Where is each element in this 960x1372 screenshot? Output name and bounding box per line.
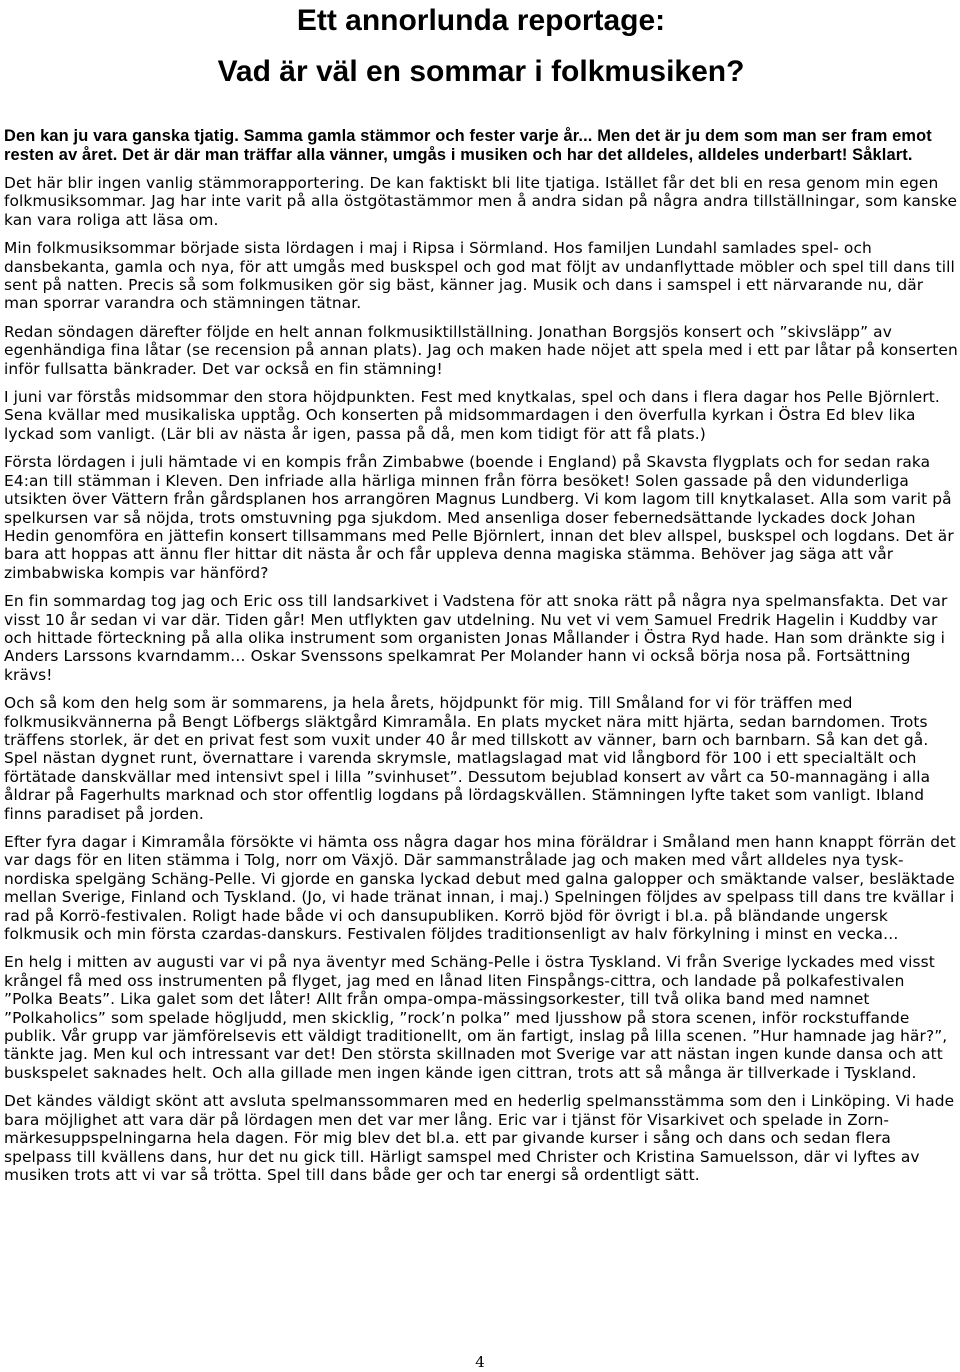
paragraph-9: En helg i mitten av augusti var vi på nya äventyr med Schäng-Pelle i östra Tyskland. Vi från Sverige lyckades med visst krångel få med oss instrumenten på flyget, jag med en lånad liten Finspångs-cittra, och landade på polkafestivalen ”Polka Beats”. Lika galet som det låter! Allt från ompa-ompa-mässingsorkester, till två olika band med namnet ”Polkaholics” som spelade högljudd, men skicklig, ”rock’n polka” med ljusshow på stora scenen, inför rockstuffande publik. Vår grupp var jämförelsevis ett väldigt traditionellt, om än fartigt, inslag på lilla scenen. ”Hur hamnade jag här?”, tänkte jag. Men kul och intressant var det! Den största skillnaden mot Sverige var att nästan ingen kunde dansa och att buskspelet saknades helt. Och alla gillade men ingen kände igen cittran, trots att så många är tillverkade i Tyskland.	[4, 953, 948, 1082]
article-title	[4, 0, 958, 93]
paragraph-5: Första lördagen i juli hämtade vi en kompis från Zimbabwe (boende i England) på Skavsta flygplats och for sedan raka E4:an till stämman i Kleven. Den infriade alla härliga minnen från förra besöket! Solen gassade på den vidunderliga utsikten över Vättern från gårdsplanen hos arrangören Magnus Lundberg. Vi kom lagom till knytkalaset. Alla som varit på spelkursen var så nöjda, trots omstuvning pga sjukdom. Med ansenliga doser febernedsättande lyckades dock Johan Hedin genomföra en jättefin konsert tillsammans med Pelle Björnlert, innan det blev allspel, buskspel och logdans. Det är bara att hoppas att ännu fler hittar dit nästa år och får uppleva denna magiska stämma. Behöver jag säga att vår zimbabwiska kompis var hänförd?	[4, 453, 954, 582]
paragraph-8: Efter fyra dagar i Kimramåla försökte vi hämta oss några dagar hos mina föräldrar i Småland men hann knappt förrän det var dags för en liten stämma i Tolg, norr om Växjö. Där sammanstrålade jag och maken med vårt alldeles nya tysk-nordiska spelgäng Schäng-Pelle. Vi gjorde en ganska lyckad debut med galna galopper och smäktande valser, besläktade mellan Sverige, Finland och Tyskland. (Jo, vi hade tränat innan, i maj.) Spelningen följdes av spelpass till dans tre kvällar i rad på Korrö-festivalen. Roligt hade både vi och dansupubliken. Korrö bjöd för övrigt i bl.a. på bländande ungersk folkmusik och min första czardas-danskurs. Festivalen följdes traditionsenligt av halv förkylning i minst en vecka…	[4, 833, 956, 944]
paragraph-2: Min folkmusiksommar började sista lördagen i maj i Ripsa i Sörmland. Hos familjen Lundahl samlades spel- och dansbekanta, gamla och nya, för att umgås med buskspel och god mat följt av undanflyttade möbler och spel till dans till sent på natten. Precis så som folkmusiken gör sig bäst, känner jag. Musik och dans i samspel i ett närvarande nu, där man sporrar varandra och stämningen tätnar.	[4, 239, 955, 313]
article	[4, 0, 958, 1184]
paragraph-4: I juni var förstås midsommar den stora höjdpunkten. Fest med knytkalas, spel och dans i flera dagar hos Pelle Björnlert. Sena kvällar med musikaliska upptåg. Och konserten på midsommardagen i den överfulla kyrkan i Östra Ed blev lika lyckad som vanligt. (Lär bli av nästa år igen, passa på då, men kom tidigt för att få plats.)	[4, 388, 940, 443]
paragraph-6: En fin sommardag tog jag och Eric oss till landsarkivet i Vadstena för att snoka rätt på några nya spelmansfakta. Det var visst 10 år sedan vi var där. Tiden går! Men utflykten gav utdelning. Nu vet vi vem Samuel Fredrik Hagelin i Kuddby var och hittade förteckning på alla olika instrument som organisten Jonas Mållander i Östra Ryd hade. Han som dränkte sig i Anders Larssons kvarndamm… Oskar Svenssons spelkamrat Per Molander hann vi också börja nosa på. Fortsättning krävs!	[4, 592, 948, 684]
paragraph-7: Och så kom den helg som är sommarens, ja hela årets, höjdpunkt för mig. Till Småland for vi för träffen med folkmusikvännerna på Bengt Löfbergs släktgård Kimramåla. En plats mycket nära mitt hjärta, sedan barndomen. Trots träffens storlek, är det en privat fest som vuxit under 40 år med tillskott av vänner, barn och barnbarn. Så kan det gå. Spel nästan dygnet runt, övernattare i varenda skrymsle, matlagslagad mat vid långbord för 100 i ett specialtält och förtätade danskvällar med intensivt spel i lilla ”svinhuset”. Dessutom bejublad konsert av vårt ca 50-mannagäng i alla åldrar på Fagerhults marknad och stor offentlig logdans på lördagskvällen. Stämningen lyfte taket som vanligt. Ibland finns paradiset på jorden.	[4, 694, 931, 823]
page-number: 4	[475, 1353, 485, 1371]
title-line-2: Vad är väl en sommar i folkmusiken?	[217, 55, 745, 88]
title-line-1: Ett annorlunda reportage:	[296, 4, 666, 37]
paragraph-1: Det här blir ingen vanlig stämmorapportering. De kan faktiskt bli lite tjatiga. Istället får det bli en resa genom min egen folkmusiksommar. Jag har inte varit på alla östgötastämmor men å andra sidan på några andra tillställningar, som kanske kan vara roliga att läsa om.	[4, 174, 958, 229]
paragraph-3: Redan söndagen därefter följde en helt annan folkmusiktillställning. Jonathan Borgsjös konsert och ”skivsläpp” av egenhändiga fina låtar (se recension på annan plats). Jag och maken hade nöjet att spela med i ett par låtar på konserten inför fullsatta bänkrader. Det var också en fin stämning!	[4, 322, 958, 378]
paragraph-10: Det kändes väldigt skönt att avsluta spelmanssommaren med en hederlig spelmansstämma som den i Linköping. Vi hade bara möjlighet att vara där på lördagen men det var mer lång. Eric var i tjänst för Visarkivet och spelade in Zorn-märkesuppspelningarna hela dagen. För mig blev det bl.a. ett par givande kurser i sång och dans och sedan flera spelpass till kvällens dans, hur det nu gick till. Härligt samspel med Christer och Kristina Samuelsson, där vi lyftes av musiken trots att vi var så trötta. Spel till dans både ger och tar energi så ordentligt sätt.	[4, 1092, 955, 1184]
intro-paragraph: Den kan ju vara ganska tjatig. Samma gamla stämmor och fester varje år... Men det är ju dem som man ser fram emot resten av året. Det är där man träffar alla vänner, umgås i musiken och har det alldeles, alldeles underbart! Såklart.	[4, 127, 932, 164]
